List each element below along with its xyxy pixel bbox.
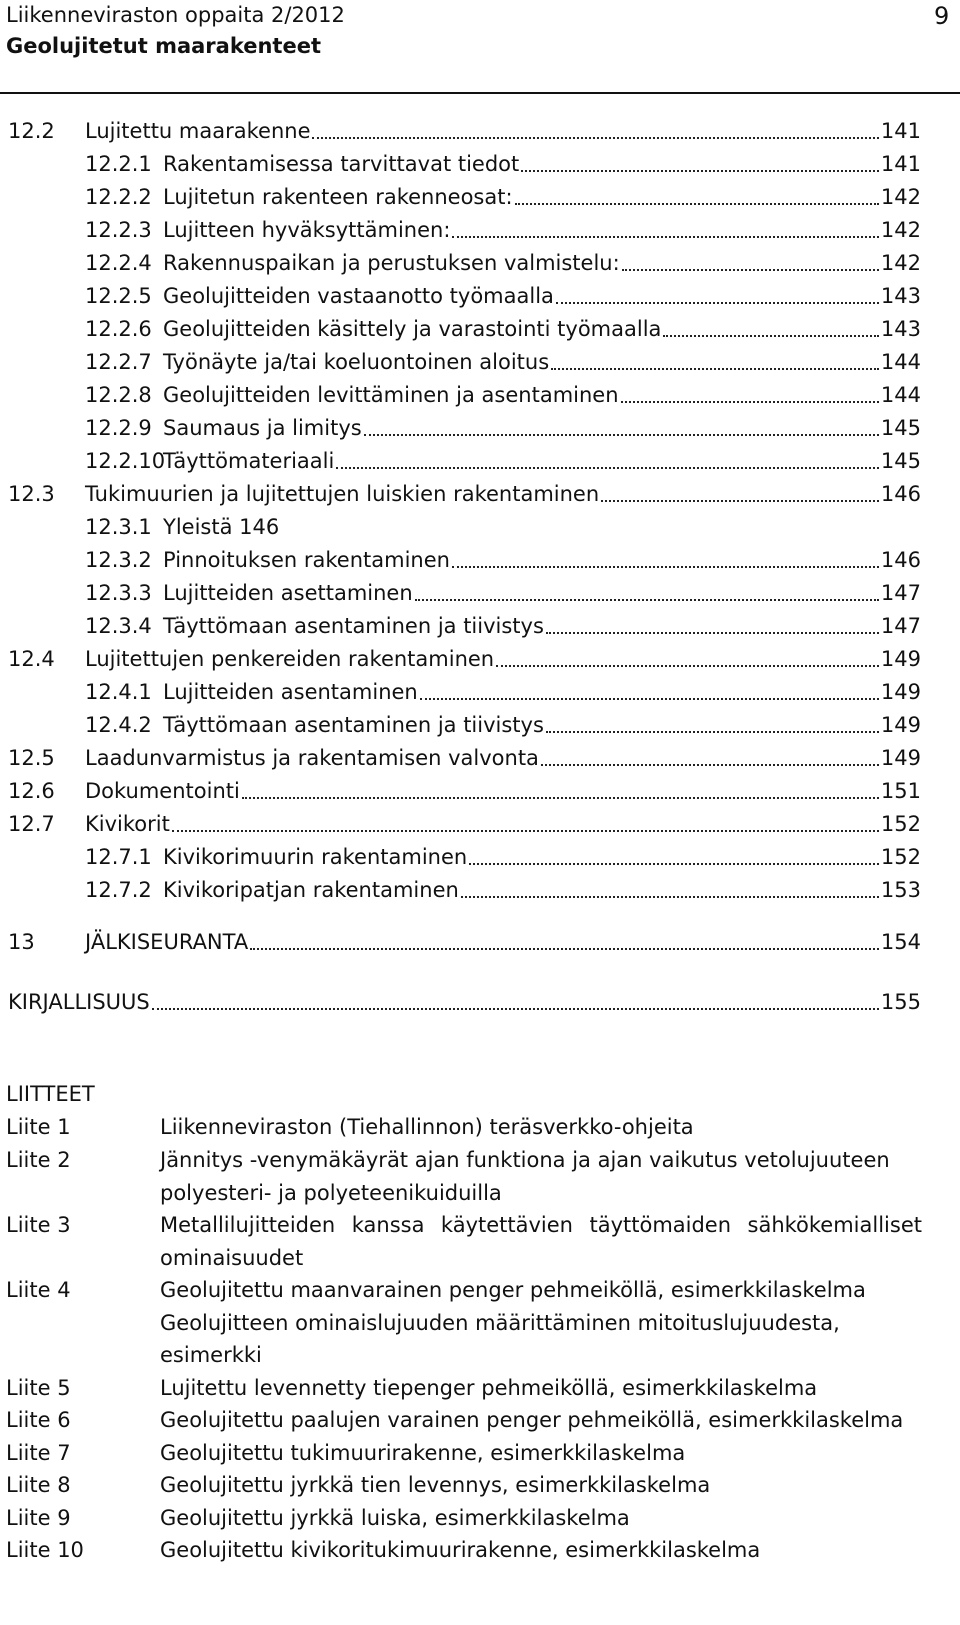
toc-title: Rakennuspaikan ja perustuksen valmistelu:: [163, 251, 620, 275]
toc-page: 142: [880, 251, 921, 275]
toc-leader: [420, 698, 879, 700]
toc-number: 12.3: [8, 482, 55, 506]
toc-title: Laadunvarmistus ja rakentamisen valvonta: [85, 746, 539, 770]
toc-number: 12.4: [8, 647, 55, 671]
toc-entry-12-5[interactable]: [8, 742, 921, 775]
toc-number: 12.2.6: [85, 317, 152, 341]
toc-page: 149: [880, 680, 921, 704]
toc-leader: [452, 236, 878, 238]
toc-leader: [621, 401, 879, 403]
series-title: Liikenneviraston oppaita 2/2012: [6, 3, 345, 27]
toc-entry-12-7[interactable]: [8, 808, 921, 841]
appendix-description: Geolujitettu jyrkkä luiska, esimerkkilaskelma: [160, 1506, 630, 1530]
toc-page: 155: [880, 990, 921, 1014]
toc-entry-12-2-3[interactable]: [85, 214, 921, 247]
toc-entry-13[interactable]: [8, 926, 921, 959]
appendix-id: Liite 4: [6, 1278, 71, 1302]
toc-title: Geolujitteiden vastaanotto työmaalla: [163, 284, 554, 308]
toc-title: Lujitteiden asettaminen: [163, 581, 413, 605]
toc-title: Pinnoituksen rakentaminen: [163, 548, 450, 572]
appendix-id: Liite 7: [6, 1441, 71, 1465]
toc-page: 141: [880, 152, 921, 176]
toc-number: 13: [8, 930, 35, 954]
appendix-id: Liite 8: [6, 1473, 71, 1497]
toc-title: Lujitteiden asentaminen: [163, 680, 418, 704]
appendix-id: Liite 9: [6, 1506, 71, 1530]
toc-number: 12.2: [8, 119, 55, 143]
toc-page: 146: [880, 548, 921, 572]
toc-page: 146: [880, 482, 921, 506]
toc-page: 154: [880, 930, 921, 954]
toc-entry-12-2-8[interactable]: [85, 379, 921, 412]
toc-leader: [515, 203, 879, 205]
toc-page: 152: [880, 845, 921, 869]
toc-leader: [312, 137, 878, 139]
toc-leader: [452, 566, 879, 568]
page-number: 9: [934, 2, 950, 30]
toc-title: Täyttömateriaali: [163, 449, 335, 473]
toc-number: 12.2.10: [85, 449, 166, 473]
toc-title: Yleistä 146: [163, 515, 280, 539]
toc-number: 12.2.4: [85, 251, 152, 275]
toc-title: Täyttömaan asentaminen ja tiivistys: [163, 713, 544, 737]
toc-leader: [242, 797, 879, 799]
appendix-id: Liite 5: [6, 1376, 71, 1400]
toc-leader: [336, 467, 879, 469]
appendix-id: Liite 6: [6, 1408, 71, 1432]
toc-title: Tukimuurien ja lujitettujen luiskien rakentaminen: [85, 482, 600, 506]
toc-entry-12-7-1[interactable]: [85, 841, 921, 874]
appendix-id: Liite 2: [6, 1148, 71, 1172]
header-divider: [0, 92, 960, 94]
toc-entry-12-2-10[interactable]: [85, 445, 921, 478]
toc-leader: [521, 170, 879, 172]
toc-title: Täyttömaan asentaminen ja tiivistys: [163, 614, 544, 638]
toc-leader: [415, 599, 879, 601]
toc-entry-12-3-4[interactable]: [85, 610, 921, 643]
toc-title: Kivikorit: [85, 812, 170, 836]
toc-entry-12-2-5[interactable]: [85, 280, 921, 313]
toc-leader: [541, 764, 879, 766]
toc-page: 149: [880, 647, 921, 671]
toc-number: 12.2.7: [85, 350, 152, 374]
toc-entry-12-4[interactable]: [8, 643, 921, 676]
toc-number: 12.3.1: [85, 515, 152, 539]
toc-title: Geolujitteiden käsittely ja varastointi työmaalla: [163, 317, 662, 341]
toc-page: 147: [880, 614, 921, 638]
toc-title: Lujitetun rakenteen rakenneosat:: [163, 185, 513, 209]
toc-title: Lujitettujen penkereiden rakentaminen: [85, 647, 495, 671]
toc-title: JÄLKISEURANTA: [85, 930, 249, 954]
toc-leader: [546, 632, 879, 634]
toc-number: 12.2.2: [85, 185, 152, 209]
toc-number: 12.3.3: [85, 581, 152, 605]
toc-entry-12-2-1[interactable]: [85, 148, 921, 181]
toc-page: 147: [880, 581, 921, 605]
toc-leader: [461, 896, 879, 898]
toc-number: 12.6: [8, 779, 55, 803]
toc-number: 12.4.2: [85, 713, 152, 737]
toc-entry-12-2-6[interactable]: [85, 313, 921, 346]
toc-leader: [364, 434, 879, 436]
toc-leader: [556, 302, 879, 304]
appendix-id: Liite 10: [6, 1538, 84, 1562]
appendix-description: Geolujitettu tukimuurirakenne, esimerkkilaskelma: [160, 1441, 686, 1465]
toc-number: 12.3.2: [85, 548, 152, 572]
toc-leader: [172, 830, 879, 832]
toc-entry-12-2-2[interactable]: [85, 181, 921, 214]
appendix-description: Geolujitettu jyrkkä tien levennys, esimerkkilaskelma: [160, 1473, 711, 1497]
toc-page: 145: [880, 449, 921, 473]
toc-page: 149: [880, 746, 921, 770]
page-header: [0, 0, 960, 94]
toc-entry-12-3-2[interactable]: [85, 544, 921, 577]
toc-page: 142: [880, 218, 921, 242]
toc-leader: [551, 368, 879, 370]
toc-number: 12.7.1: [85, 845, 152, 869]
toc-entry-12-3[interactable]: [8, 478, 921, 511]
toc-title: Lujitettu maarakenne: [85, 119, 311, 143]
toc-title: Lujitteen hyväksyttäminen:: [163, 218, 451, 242]
toc-entry-kirjallisuus[interactable]: [8, 986, 921, 1019]
toc-page: 152: [880, 812, 921, 836]
toc-entry-12-2-9[interactable]: [85, 412, 921, 445]
toc-title: Rakentamisessa tarvittavat tiedot: [163, 152, 520, 176]
toc-leader: [622, 269, 879, 271]
appendix-id: Liite 3: [6, 1213, 71, 1237]
appendices-heading: LIITTEET: [6, 1082, 95, 1106]
appendix-description: Geolujitettu maanvarainen penger pehmeiköllä, esimerkkilaskelma Geolujitteen ominaislujuuden määrittäminen mitoituslujuudesta, esimerkki: [160, 1278, 866, 1367]
toc-leader: [496, 665, 879, 667]
toc-entry-12-3-1[interactable]: [85, 511, 921, 544]
toc-entry-12-3-3[interactable]: [85, 577, 921, 610]
toc-number: 12.2.9: [85, 416, 152, 440]
toc-page: 144: [880, 383, 921, 407]
toc-page: 143: [880, 284, 921, 308]
toc-number: 12.5: [8, 746, 55, 770]
toc-title: KIRJALLISUUS: [8, 990, 150, 1014]
toc-leader: [152, 1008, 879, 1010]
appendix-description: Lujitettu levennetty tiepenger pehmeiköllä, esimerkkilaskelma: [160, 1376, 818, 1400]
toc-number: 12.2.8: [85, 383, 152, 407]
toc-title: Kivikorimuurin rakentaminen: [163, 845, 468, 869]
toc-leader: [250, 948, 879, 950]
toc-entry-12-4-1[interactable]: [85, 676, 921, 709]
toc-title: Saumaus ja limitys: [163, 416, 362, 440]
toc-number: 12.7: [8, 812, 55, 836]
toc-page: 143: [880, 317, 921, 341]
toc-entry-12-4-2[interactable]: [85, 709, 921, 742]
toc-number: 12.7.2: [85, 878, 152, 902]
appendix-description: Geolujitettu paalujen varainen penger pehmeiköllä, esimerkkilaskelma: [160, 1408, 904, 1432]
toc-leader: [663, 335, 879, 337]
toc-number: 12.3.4: [85, 614, 152, 638]
appendix-description: Metallilujitteiden kanssa käytettävien täyttömaiden sähkökemialliset ominaisuudet: [160, 1213, 922, 1270]
toc-page: 153: [880, 878, 921, 902]
toc-title: Kivikoripatjan rakentaminen: [163, 878, 459, 902]
appendix-description: Jännitys -venymäkäyrät ajan funktiona ja ajan vaikutus vetolujuuteen polyesteri- ja polyeteenikuiduilla: [160, 1148, 890, 1205]
toc-title: Työnäyte ja/tai koeluontoinen aloitus: [163, 350, 550, 374]
toc-title: Geolujitteiden levittäminen ja asentaminen: [163, 383, 619, 407]
toc-leader: [546, 731, 879, 733]
toc-entry-12-2[interactable]: [8, 115, 921, 148]
toc-number: 12.2.1: [85, 152, 152, 176]
appendix-id: Liite 1: [6, 1115, 71, 1139]
toc-page: 142: [880, 185, 921, 209]
toc-page: 144: [880, 350, 921, 374]
toc-entry-12-2-7[interactable]: [85, 346, 921, 379]
toc-page: 151: [880, 779, 921, 803]
toc-number: 12.2.5: [85, 284, 152, 308]
toc-page: 145: [880, 416, 921, 440]
toc-entry-12-2-4[interactable]: [85, 247, 921, 280]
toc-page: 149: [880, 713, 921, 737]
toc-entry-12-7-2[interactable]: [85, 874, 921, 907]
toc-leader: [601, 500, 879, 502]
toc-leader: [469, 863, 879, 865]
toc-entry-12-6[interactable]: [8, 775, 921, 808]
toc-page: 141: [880, 119, 921, 143]
document-title: Geolujitetut maarakenteet: [6, 34, 321, 58]
appendix-description: Liikenneviraston (Tiehallinnon) teräsverkko-ohjeita: [160, 1115, 694, 1139]
toc-title: Dokumentointi: [85, 779, 240, 803]
appendix-description: Geolujitettu kivikoritukimuurirakenne, esimerkkilaskelma: [160, 1538, 761, 1562]
toc-number: 12.4.1: [85, 680, 152, 704]
toc-number: 12.2.3: [85, 218, 152, 242]
